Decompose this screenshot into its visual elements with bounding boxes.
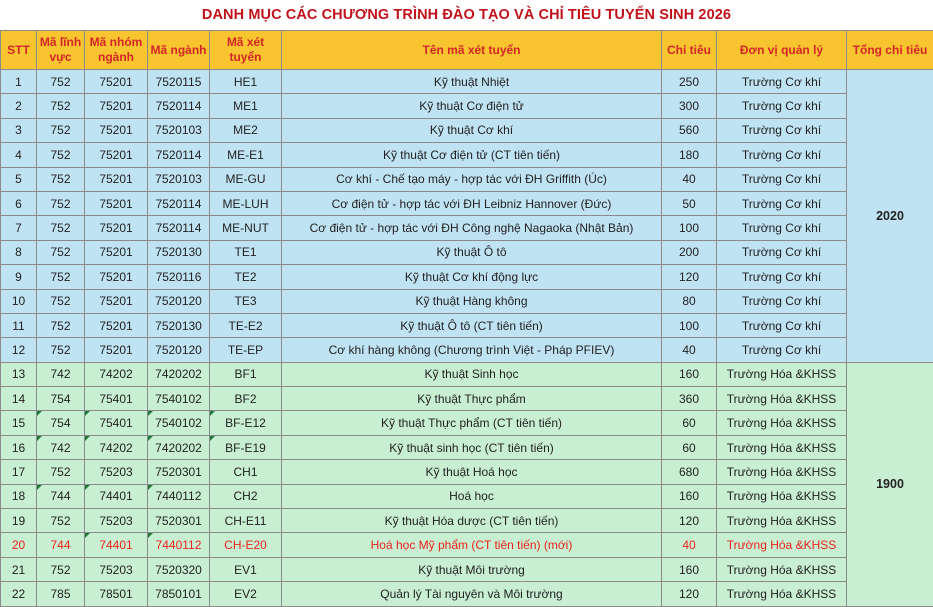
cell-ma-xet-tuyen: ME-LUH	[210, 191, 282, 215]
cell-stt: 10	[1, 289, 37, 313]
cell-chi-tieu: 250	[662, 70, 717, 94]
table-row	[1, 435, 933, 459]
cell-ma-nhom-nganh: 78501	[85, 582, 148, 606]
cell-ten: Kỹ thuật Cơ điện tử (CT tiên tiến)	[282, 143, 662, 167]
cell-ma-nganh: 7520301	[148, 460, 210, 484]
cell-ma-nhom-nganh: 75203	[85, 460, 148, 484]
table-row	[1, 533, 933, 557]
table-row	[1, 484, 933, 508]
cell-chi-tieu: 120	[662, 582, 717, 606]
table-row	[1, 289, 933, 313]
cell-don-vi: Trường Cơ khí	[717, 118, 847, 142]
cell-ma-nganh: 7520114	[148, 216, 210, 240]
cell-ma-nhom-nganh: 74401	[85, 484, 148, 508]
cell-chi-tieu: 300	[662, 94, 717, 118]
cell-ma-nhom-nganh: 74401	[85, 533, 148, 557]
cell-ma-nganh: 7540102	[148, 411, 210, 435]
cell-ma-linh-vuc: 752	[37, 265, 85, 289]
cell-stt: 12	[1, 338, 37, 362]
cell-ma-nhom-nganh: 75201	[85, 191, 148, 215]
cell-ma-nganh: 7850101	[148, 582, 210, 606]
cell-ma-xet-tuyen: EV1	[210, 557, 282, 581]
cell-chi-tieu: 180	[662, 143, 717, 167]
cell-ten: Cơ khí hàng không (Chương trình Việt - Pháp PFIEV)	[282, 338, 662, 362]
cell-ma-nganh: 7440112	[148, 484, 210, 508]
cell-ma-xet-tuyen: TE-EP	[210, 338, 282, 362]
table-row	[1, 509, 933, 533]
cell-don-vi: Trường Hóa &KHSS	[717, 509, 847, 533]
table-row	[1, 118, 933, 142]
cell-ma-nganh: 7440112	[148, 533, 210, 557]
cell-ma-nganh: 7420202	[148, 435, 210, 459]
cell-ten: Quản lý Tài nguyên và Môi trường	[282, 582, 662, 606]
cell-ma-xet-tuyen: BF-E12	[210, 411, 282, 435]
cell-don-vi: Trường Hóa &KHSS	[717, 557, 847, 581]
cell-ma-nganh: 7520120	[148, 289, 210, 313]
cell-chi-tieu: 50	[662, 191, 717, 215]
cell-stt: 13	[1, 362, 37, 386]
cell-ma-nganh: 7520130	[148, 313, 210, 337]
table-row	[1, 582, 933, 606]
cell-ten: Kỹ thuật Thực phẩm	[282, 387, 662, 411]
cell-ten: Cơ khí - Chế tạo máy - hợp tác với ĐH Griffith (Úc)	[282, 167, 662, 191]
cell-ma-xet-tuyen: BF1	[210, 362, 282, 386]
cell-stt: 1	[1, 70, 37, 94]
cell-don-vi: Trường Hóa &KHSS	[717, 460, 847, 484]
cell-chi-tieu: 200	[662, 240, 717, 264]
cell-ma-nhom-nganh: 75201	[85, 94, 148, 118]
cell-chi-tieu: 100	[662, 313, 717, 337]
cell-ten: Hoá học	[282, 484, 662, 508]
cell-stt: 20	[1, 533, 37, 557]
cell-stt: 7	[1, 216, 37, 240]
cell-ma-nhom-nganh: 75201	[85, 143, 148, 167]
cell-ten: Kỹ thuật Cơ khí	[282, 118, 662, 142]
cell-ma-nhom-nganh: 75401	[85, 411, 148, 435]
table-row	[1, 460, 933, 484]
cell-ma-linh-vuc: 752	[37, 143, 85, 167]
table-row	[1, 240, 933, 264]
table-row	[1, 143, 933, 167]
cell-ma-linh-vuc: 785	[37, 582, 85, 606]
cell-ma-linh-vuc: 742	[37, 362, 85, 386]
cell-ma-xet-tuyen: TE2	[210, 265, 282, 289]
cell-don-vi: Trường Hóa &KHSS	[717, 387, 847, 411]
cell-don-vi: Trường Cơ khí	[717, 191, 847, 215]
cell-chi-tieu: 80	[662, 289, 717, 313]
cell-ma-nhom-nganh: 75201	[85, 338, 148, 362]
cell-don-vi: Trường Cơ khí	[717, 143, 847, 167]
cell-don-vi: Trường Cơ khí	[717, 338, 847, 362]
cell-stt: 6	[1, 191, 37, 215]
cell-ma-nganh: 7520103	[148, 167, 210, 191]
header-ma-nganh: Mã ngành	[148, 31, 210, 70]
cell-chi-tieu: 160	[662, 362, 717, 386]
cell-ten: Kỹ thuật Thực phẩm (CT tiên tiến)	[282, 411, 662, 435]
table-row	[1, 265, 933, 289]
cell-don-vi: Trường Cơ khí	[717, 94, 847, 118]
cell-ma-nganh: 7520320	[148, 557, 210, 581]
table-body	[1, 70, 933, 607]
cell-ten: Kỹ thuật Ô tô (CT tiên tiến)	[282, 313, 662, 337]
cell-ten: Cơ điện tử - hợp tác với ĐH Leibniz Hannover (Đức)	[282, 191, 662, 215]
cell-ma-nhom-nganh: 74202	[85, 435, 148, 459]
cell-ma-xet-tuyen: EV2	[210, 582, 282, 606]
cell-chi-tieu: 120	[662, 509, 717, 533]
cell-ma-nhom-nganh: 75203	[85, 557, 148, 581]
header-ma-linh-vuc: Mã lĩnh vực	[37, 31, 85, 70]
cell-ma-nhom-nganh: 74202	[85, 362, 148, 386]
table-row	[1, 411, 933, 435]
cell-ten: Kỹ thuật Nhiệt	[282, 70, 662, 94]
cell-ma-nhom-nganh: 75201	[85, 265, 148, 289]
cell-stt: 8	[1, 240, 37, 264]
cell-ma-linh-vuc: 752	[37, 118, 85, 142]
cell-ma-linh-vuc: 752	[37, 70, 85, 94]
table-row	[1, 338, 933, 362]
table-row	[1, 313, 933, 337]
cell-ma-nhom-nganh: 75201	[85, 167, 148, 191]
cell-ma-linh-vuc: 752	[37, 94, 85, 118]
cell-ten: Kỹ thuật Cơ khí động lực	[282, 265, 662, 289]
cell-ten: Cơ điện tử - hợp tác với ĐH Công nghệ Nagaoka (Nhật Bản)	[282, 216, 662, 240]
cell-stt: 18	[1, 484, 37, 508]
header-ma-xet-tuyen: Mã xét tuyển	[210, 31, 282, 70]
cell-ma-linh-vuc: 752	[37, 460, 85, 484]
cell-ma-linh-vuc: 752	[37, 509, 85, 533]
cell-ten: Kỹ thuật sinh học (CT tiên tiến)	[282, 435, 662, 459]
cell-chi-tieu: 160	[662, 557, 717, 581]
cell-ma-linh-vuc: 752	[37, 313, 85, 337]
cell-ma-xet-tuyen: ME-E1	[210, 143, 282, 167]
cell-ma-nhom-nganh: 75201	[85, 118, 148, 142]
cell-chi-tieu: 160	[662, 484, 717, 508]
cell-don-vi: Trường Hóa &KHSS	[717, 582, 847, 606]
cell-ma-nhom-nganh: 75203	[85, 509, 148, 533]
header-chi-tieu: Chỉ tiêu	[662, 31, 717, 70]
cell-chi-tieu: 360	[662, 387, 717, 411]
cell-ma-nganh: 7520130	[148, 240, 210, 264]
table-row	[1, 362, 933, 386]
cell-ten: Kỹ thuật Cơ điện tử	[282, 94, 662, 118]
cell-ma-linh-vuc: 754	[37, 411, 85, 435]
cell-don-vi: Trường Cơ khí	[717, 265, 847, 289]
table-row	[1, 167, 933, 191]
cell-chi-tieu: 100	[662, 216, 717, 240]
cell-ma-xet-tuyen: TE1	[210, 240, 282, 264]
cell-stt: 15	[1, 411, 37, 435]
cell-ma-nganh: 7520301	[148, 509, 210, 533]
cell-ma-nganh: 7520114	[148, 94, 210, 118]
cell-don-vi: Trường Hóa &KHSS	[717, 484, 847, 508]
cell-stt: 3	[1, 118, 37, 142]
header-ten-ma-xet-tuyen: Tên mã xét tuyển	[282, 31, 662, 70]
header-ma-nhom-nganh: Mã nhóm ngành	[85, 31, 148, 70]
table-row	[1, 70, 933, 94]
cell-ma-linh-vuc: 742	[37, 435, 85, 459]
cell-don-vi: Trường Hóa &KHSS	[717, 435, 847, 459]
cell-stt: 19	[1, 509, 37, 533]
cell-ma-nganh: 7540102	[148, 387, 210, 411]
cell-ma-nganh: 7520116	[148, 265, 210, 289]
cell-ten: Kỹ thuật Hoá học	[282, 460, 662, 484]
cell-ma-linh-vuc: 752	[37, 167, 85, 191]
cell-ma-nganh: 7420202	[148, 362, 210, 386]
cell-stt: 21	[1, 557, 37, 581]
cell-ten: Hoá học Mỹ phẩm (CT tiên tiến) (mới)	[282, 533, 662, 557]
cell-ma-xet-tuyen: CH-E20	[210, 533, 282, 557]
cell-ma-xet-tuyen: BF2	[210, 387, 282, 411]
cell-chi-tieu: 120	[662, 265, 717, 289]
cell-chi-tieu: 40	[662, 533, 717, 557]
cell-chi-tieu: 60	[662, 435, 717, 459]
cell-stt: 17	[1, 460, 37, 484]
cell-ma-xet-tuyen: TE-E2	[210, 313, 282, 337]
cell-stt: 2	[1, 94, 37, 118]
cell-ten: Kỹ thuật Môi trường	[282, 557, 662, 581]
cell-stt: 11	[1, 313, 37, 337]
cell-ten: Kỹ thuật Hóa dược (CT tiên tiến)	[282, 509, 662, 533]
cell-ten: Kỹ thuật Ô tô	[282, 240, 662, 264]
cell-ma-nhom-nganh: 75401	[85, 387, 148, 411]
cell-ma-nganh: 7520115	[148, 70, 210, 94]
cell-ma-xet-tuyen: BF-E19	[210, 435, 282, 459]
cell-don-vi: Trường Cơ khí	[717, 289, 847, 313]
table-row	[1, 94, 933, 118]
cell-ma-xet-tuyen: TE3	[210, 289, 282, 313]
cell-stt: 16	[1, 435, 37, 459]
cell-ma-xet-tuyen: ME-NUT	[210, 216, 282, 240]
cell-don-vi: Trường Cơ khí	[717, 216, 847, 240]
cell-ma-xet-tuyen: CH1	[210, 460, 282, 484]
cell-ma-xet-tuyen: ME-GU	[210, 167, 282, 191]
cell-ma-nganh: 7520114	[148, 143, 210, 167]
cell-ma-nhom-nganh: 75201	[85, 216, 148, 240]
cell-ma-xet-tuyen: CH2	[210, 484, 282, 508]
cell-ma-nhom-nganh: 75201	[85, 70, 148, 94]
cell-don-vi: Trường Hóa &KHSS	[717, 411, 847, 435]
table-row	[1, 387, 933, 411]
table-row	[1, 191, 933, 215]
cell-ma-linh-vuc: 752	[37, 240, 85, 264]
cell-don-vi: Trường Cơ khí	[717, 70, 847, 94]
cell-don-vi: Trường Hóa &KHSS	[717, 533, 847, 557]
cell-chi-tieu: 40	[662, 167, 717, 191]
total-co-khi: 2020	[847, 70, 933, 363]
cell-ten: Kỹ thuật Sinh học	[282, 362, 662, 386]
cell-ma-nhom-nganh: 75201	[85, 240, 148, 264]
cell-ten: Kỹ thuật Hàng không	[282, 289, 662, 313]
table-row	[1, 557, 933, 581]
header-stt: STT	[1, 31, 37, 70]
header-don-vi-quan-ly: Đơn vị quản lý	[717, 31, 847, 70]
cell-don-vi: Trường Cơ khí	[717, 167, 847, 191]
cell-don-vi: Trường Cơ khí	[717, 313, 847, 337]
cell-stt: 14	[1, 387, 37, 411]
cell-chi-tieu: 60	[662, 411, 717, 435]
cell-ma-xet-tuyen: ME1	[210, 94, 282, 118]
cell-ma-linh-vuc: 752	[37, 216, 85, 240]
admissions-table	[0, 30, 933, 607]
cell-ma-linh-vuc: 752	[37, 557, 85, 581]
cell-stt: 4	[1, 143, 37, 167]
cell-ma-nhom-nganh: 75201	[85, 289, 148, 313]
document-title: DANH MỤC CÁC CHƯƠNG TRÌNH ĐÀO TẠO VÀ CHỈ TIÊU TUYỂN SINH 2026	[201, 7, 732, 23]
cell-chi-tieu: 680	[662, 460, 717, 484]
cell-ma-linh-vuc: 744	[37, 533, 85, 557]
cell-chi-tieu: 560	[662, 118, 717, 142]
table-row	[1, 216, 933, 240]
cell-ma-linh-vuc: 754	[37, 387, 85, 411]
cell-chi-tieu: 40	[662, 338, 717, 362]
cell-ma-xet-tuyen: ME2	[210, 118, 282, 142]
cell-stt: 22	[1, 582, 37, 606]
header-row	[1, 31, 933, 70]
cell-ma-linh-vuc: 752	[37, 338, 85, 362]
cell-don-vi: Trường Cơ khí	[717, 240, 847, 264]
header-tong-chi-tieu: Tổng chỉ tiêu	[847, 31, 933, 70]
cell-ma-linh-vuc: 752	[37, 289, 85, 313]
cell-ma-nganh: 7520103	[148, 118, 210, 142]
cell-ma-xet-tuyen: CH-E11	[210, 509, 282, 533]
cell-ma-xet-tuyen: HE1	[210, 70, 282, 94]
cell-ma-linh-vuc: 752	[37, 191, 85, 215]
cell-stt: 5	[1, 167, 37, 191]
cell-ma-nhom-nganh: 75201	[85, 313, 148, 337]
total-hoa: 1900	[847, 362, 933, 606]
cell-ma-nganh: 7520120	[148, 338, 210, 362]
cell-ma-linh-vuc: 744	[37, 484, 85, 508]
cell-ma-nganh: 7520114	[148, 191, 210, 215]
cell-don-vi: Trường Hóa &KHSS	[717, 362, 847, 386]
cell-stt: 9	[1, 265, 37, 289]
